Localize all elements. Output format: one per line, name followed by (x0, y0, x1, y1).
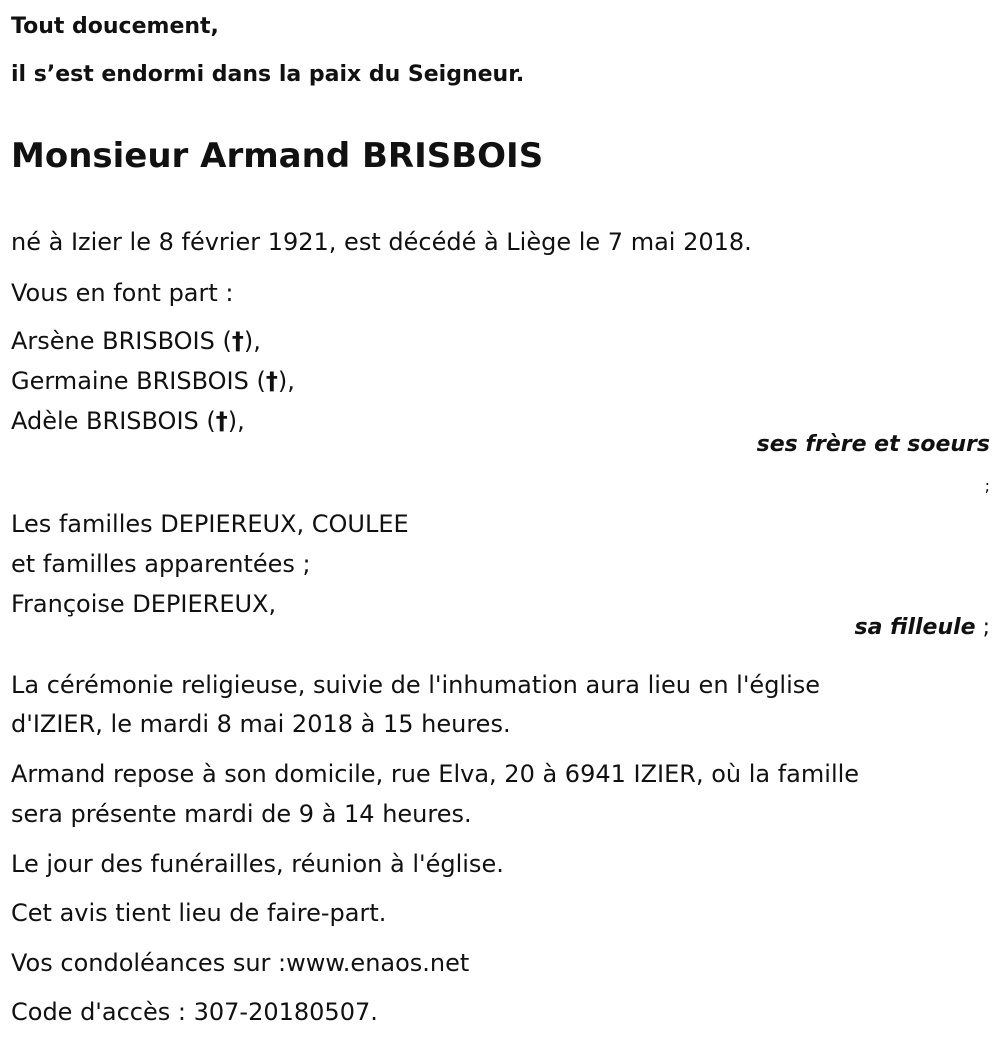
announce-line: Vous en font part : (11, 279, 234, 307)
ceremony-line-1: La cérémonie religieuse, suivie de l'inhumation aura lieu en l'église (11, 671, 821, 699)
sibling-suffix: ), (243, 327, 261, 355)
sibling-name: Germaine BRISBOIS ( (11, 367, 266, 395)
sibling-line (11, 406, 245, 436)
condolences-line: Vos condoléances sur :www.enaos.net (11, 949, 470, 977)
goddaughter-label: sa filleule (854, 615, 976, 640)
cross-icon: † (265, 367, 278, 395)
ceremony-line-2: d'IZIER, le mardi 8 mai 2018 à 15 heures. (11, 710, 511, 738)
funeral-day-line: Le jour des funérailles, réunion à l'église. (11, 850, 504, 878)
cross-icon: † (215, 407, 228, 435)
rest-line-1: Armand repose à son domicile, rue Elva, 20 à 6941 IZIER, où la famille (11, 760, 860, 788)
sibling-line (11, 366, 295, 396)
sibling-name: Adèle BRISBOIS ( (11, 407, 216, 435)
sibling-suffix: ), (227, 407, 245, 435)
notice-line: Cet avis tient lieu de faire-part. (11, 899, 387, 927)
sibling-name: Arsène BRISBOIS ( (11, 327, 232, 355)
deceased-name: Monsieur Armand BRISBOIS (11, 136, 544, 176)
siblings-terminator: ; (984, 476, 990, 495)
cross-icon: † (231, 327, 244, 355)
access-code-line: Code d'accès : 307-20180507. (11, 998, 378, 1026)
rest-line-2: sera présente mardi de 9 à 14 heures. (11, 800, 472, 828)
goddaughter-terminator: ; (975, 615, 990, 640)
families-line-2: et familles apparentées ; (11, 550, 311, 578)
sibling-suffix: ), (277, 367, 295, 395)
goddaughter-relation (855, 614, 990, 642)
intro-line-2: il s’est endormi dans la paix du Seigneur. (11, 62, 525, 87)
birth-death-line: né à Izier le 8 février 1921, est décédé à Liège le 7 mai 2018. (11, 228, 752, 256)
goddaughter-name: Françoise DEPIEREUX, (11, 590, 277, 618)
sibling-line (11, 326, 261, 356)
families-line-1: Les familles DEPIEREUX, COULEE (11, 510, 409, 538)
intro-line-1: Tout doucement, (11, 14, 219, 39)
siblings-relation: ses frère et soeurs (756, 432, 990, 457)
